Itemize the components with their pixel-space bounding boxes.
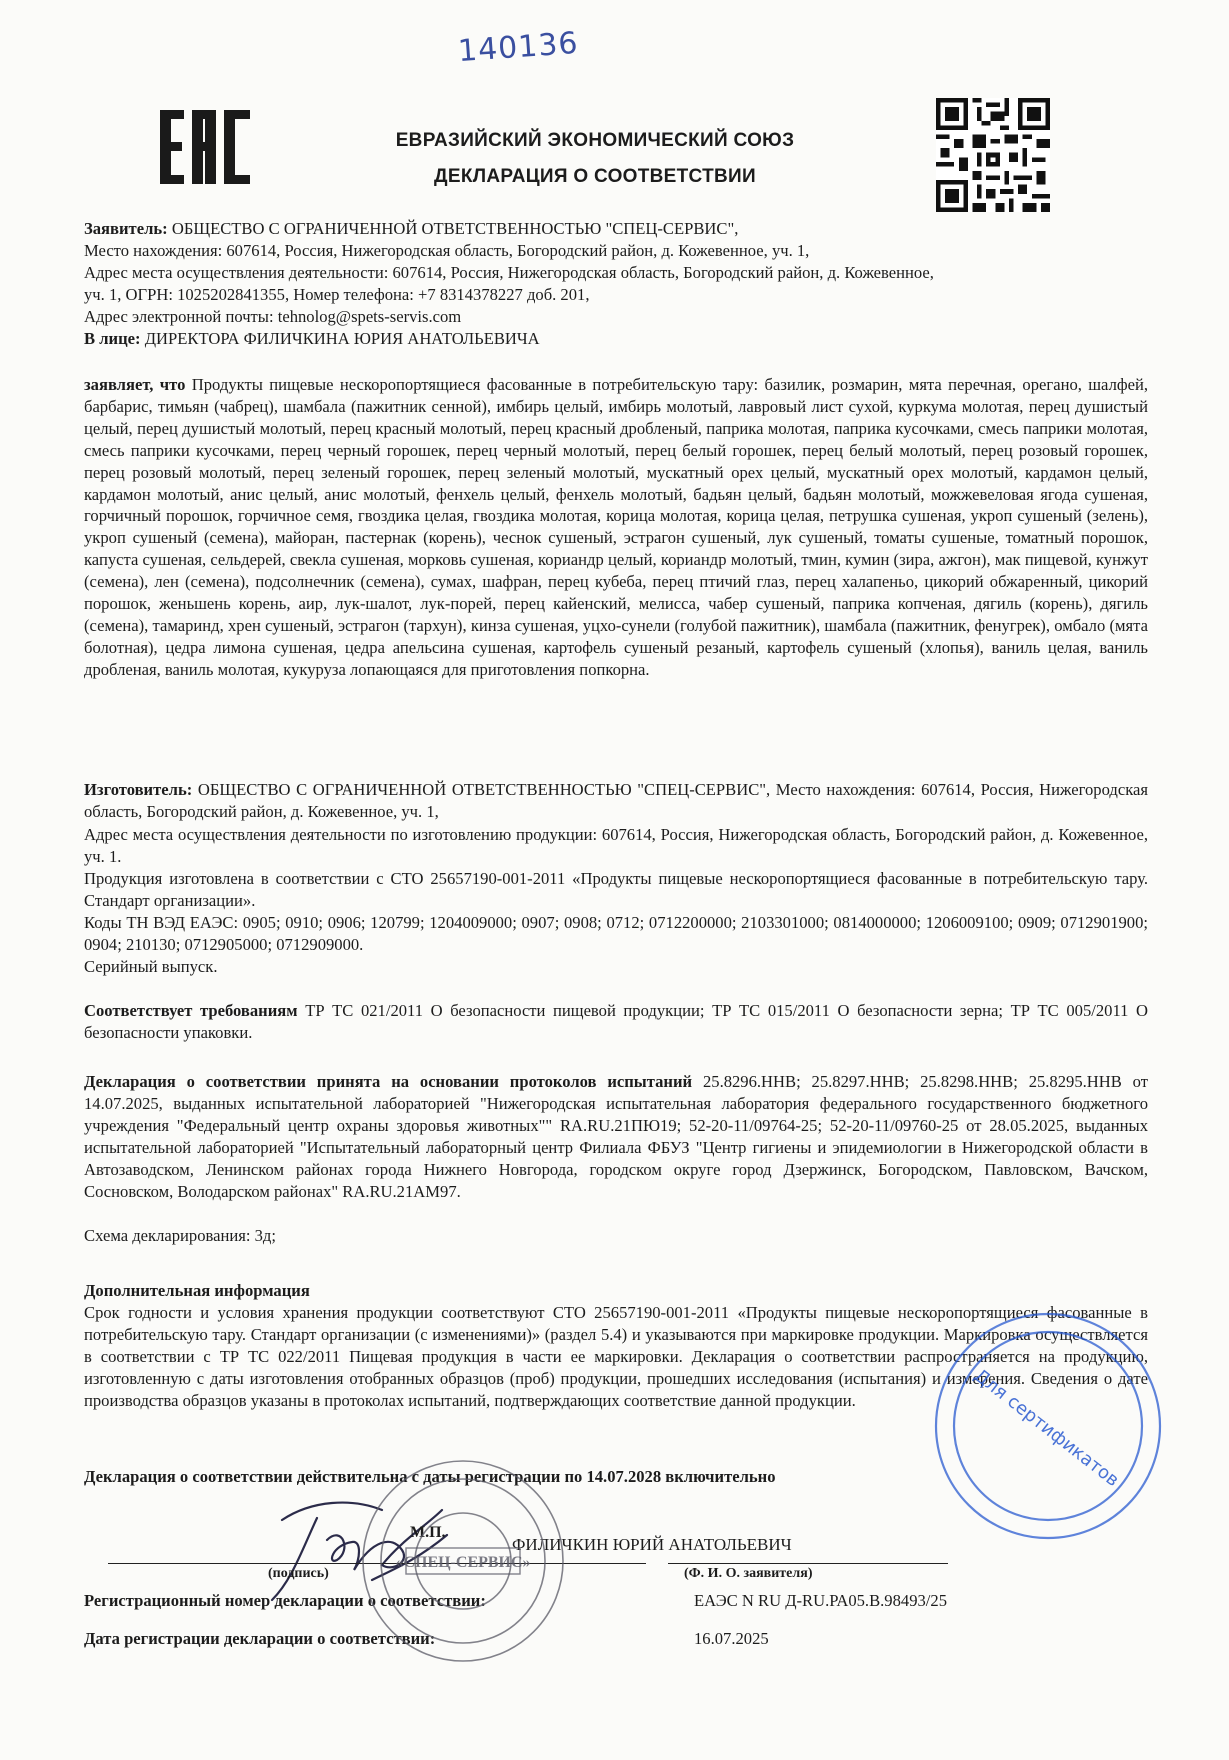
signature-caption: (подпись) [268, 1566, 329, 1581]
applicant-email: Адрес электронной почты: tehnolog@spets-servis.com [84, 306, 462, 326]
mp-label: М.П. [410, 1524, 446, 1541]
signer-name: ФИЛИЧКИН ЮРИЙ АНАТОЛЬЕВИЧ [512, 1535, 792, 1554]
additional-info-title: Дополнительная информация [84, 1281, 310, 1300]
requirements-block [84, 1000, 1148, 1044]
declares-block [84, 374, 1148, 681]
applicant-name: ОБЩЕСТВО С ОГРАНИЧЕННОЙ ОТВЕТСТВЕННОСТЬЮ "СПЕЦ-СЕРВИС", [171, 219, 739, 238]
manufacturer-text: ОБЩЕСТВО С ОГРАНИЧЕННОЙ ОТВЕТСТВЕННОСТЬЮ "СПЕЦ-СЕРВИС", Место нахождения: 607614, Россия, Нижегородская область, Богородский район, д. Кожевенное, уч. 1, [84, 780, 1149, 821]
basis-label: Декларация о соответствии принята на основании протоколов испытаний [84, 1072, 693, 1091]
union-title: ЕВРАЗИЙСКИЙ ЭКОНОМИЧЕСКИЙ СОЮЗ [395, 130, 795, 151]
validity-text: Декларация о соответствии действительна с даты регистрации по 14.07.2028 включительно [84, 1467, 776, 1486]
represented-by-label: В лице: [84, 328, 141, 348]
reg-date-value: 16.07.2025 [694, 1629, 769, 1648]
manufacturer-block [84, 779, 1148, 823]
basis-block [84, 1071, 1148, 1202]
fio-caption: (Ф. И. О. заявителя) [684, 1566, 813, 1581]
blue-stamp [928, 1306, 1168, 1546]
name-line [668, 1563, 948, 1564]
handwritten-number: 140136 [456, 25, 580, 70]
stamp-center-text: Для сертификатов [969, 1364, 1123, 1491]
reg-number-label: Регистрационный номер декларации о соответствии: [84, 1591, 486, 1610]
requirements-text: ТР ТС 021/2011 О безопасности пищевой продукции; ТР ТС 015/2011 О безопасности зерна; ТР ТС 005/2011 О безопасности упаковки. [84, 1001, 1148, 1042]
manufacturer-label: Изготовитель: [84, 780, 193, 799]
serial-release: Серийный выпуск. [84, 957, 218, 976]
manufacturer-activity: Адрес места осуществления деятельности по изготовлению продукции: 607614, Россия, Нижегородская область, Богородский район, д. Кожевенное, уч. 1. [84, 825, 1148, 866]
requirements-label: Соответствует требованиям [84, 1001, 298, 1020]
applicant-location: Место нахождения: 607614, Россия, Нижегородская область, Богородский район, д. Кожевенное, уч. 1, [84, 240, 810, 260]
applicant-ogrn-phone: уч. 1, ОГРН: 1025202841355, Номер телефона: +7 8314378227 доб. 201, [84, 284, 590, 304]
scheme: Схема декларирования: 3д; [84, 1226, 276, 1245]
applicant-block [84, 218, 1148, 349]
applicant-activity-address: Адрес места осуществления деятельности: 607614, Россия, Нижегородская область, Богородский район, д. Кожевенное, [84, 262, 934, 282]
qr-code [936, 98, 1050, 212]
represented-by-name: ДИРЕКТОРА ФИЛИЧКИНА ЮРИЯ АНАТОЛЬЕВИЧА [144, 328, 540, 348]
reg-date-label: Дата регистрации декларации о соответствии: [84, 1629, 436, 1648]
additional-info-text: Срок годности и условия хранения продукции соответствуют СТО 25657190-001-2011 «Продукты пищевые нескоропортящиеся фасованные в потребительскую тару. Стандарт организации (с изменениями)» (раздел 5.4) и указываются при маркировке продукции. Маркировка осуществляется в соответствии с ТР ТС 022/2011 Пищевая продукция в части ее маркировки. Декларация о соответствии распространяется на продукцию, изготовленную с даты изготовления отобранных образцов (проб) продукции, прошедших исследования (испытания) и измерения. Сведения о дате производства образцов указаны в протоколах испытаний, подтверждающих соответствие данной продукции. [84, 1303, 1148, 1410]
hs-codes: Коды ТН ВЭД ЕАЭС: 0905; 0910; 0906; 120799; 1204009000; 0907; 0908; 0712; 0712200000; 2103301000; 0814000000; 1206009100; 0909; 0712901900; 0904; 210130; 0712905000; 0712909000. [84, 913, 1148, 954]
document-title: ДЕКЛАРАЦИЯ О СООТВЕТСТВИИ [434, 166, 756, 187]
company-stamp [358, 1456, 568, 1666]
stamp-company-name: «СПЕЦ-СЕРВИС» [395, 1554, 531, 1571]
applicant-label: Заявитель: [84, 219, 168, 238]
declares-label: заявляет, что [84, 375, 186, 394]
products-text: Продукты пищевые нескоропортящиеся фасованные в потребительскую тару: базилик, розмарин, мята перечная, орегано, шалфей, барбарис, тимьян (чабрец), шамбала (пажитник сенной), имбирь целый, имбирь молотый, лавровый лист сухой, куркума молотая, перец душистый целый, перец душистый молотый, перец красный молотый, перец красный дробленый, паприка молотая, паприка кусочками, смесь паприки молотая, смесь паприки кусочками, перец черный горошек, перец черный молотый, перец белый горошек, перец белый молотый, перец розовый горошек, перец розовый молотый, перец зеленый горошек, перец зеленый молотый, мускатный орех целый, мускатный орех молотый, кардамон целый, кардамон молотый, анис целый, анис молотый, фенхель целый, фенхель молотый, бадьян целый, бадьян молотый, можжевеловая ягода сушеная, горчичный порошок, горчичное семя, гвоздика целая, гвоздика молотая, корица молотая, корица целая, петрушка сушеная, укроп сушеный (зелень), укроп сушеный (семена), майоран, пастернак (корень), чеснок сушеный, эстрагон сушеный, лук сушеный, томаты сушеные, томатный порошок, капуста сушеная, сельдерей, свекла сушеная, морковь сушеная, кориандр целый, кориандр молотый, тмин, кумин (зира, ажгон), мак пищевой, кунжут (семена), лен (семена), подсолнечник (семена), сумах, шафран, перец кубеба, перец птичий глаз, перец халапеньо, цикорий обжаренный, цикорий порошок, женьшень корень, аир, лук-шалот, лук-порей, перец кайенский, мелисса, чабер сушеный, паприка копченая, дягиль (корень), дягиль (семена), тамаринд, хрен сушеный, эстрагон (тархун), кинза сушеная, уцхо-сунели (голубой пажитник), шамбала (пажитник, фенугрек), омбало (мята болотная), цедра лимона сушеная, цедра апельсина сушеная, картофель сушеный резаный, картофель сушеный (хлопья), ваниль целая, ваниль дробленая, ваниль молотая, кукуруза лопающаяся для приготовления попкорна. [84, 375, 1148, 679]
reg-number-value: ЕАЭС N RU Д-RU.РА05.В.98493/25 [694, 1591, 947, 1610]
basis-text: 25.8296.ННВ; 25.8297.ННВ; 25.8298.ННВ; 25.8295.ННВ от 14.07.2025, выданных испытательной лабораторией "Нижегородская испытательная лаборатория федерального государственного бюджетного учреждения "Федеральный центр охраны здоровья животных"" RA.RU.21ПЮ19; 52-20-11/09764-25; 52-20-11/09760-25 от 28.05.2025, выданных испытательной лабораторией "Испытательный лабораторный центр Филиала ФБУЗ "Центр гигиены и эпидемиологии в Нижегородской области в Автозаводском, Ленинском районах города Нижнего Новгорода, городском округе город Дзержинск, Богородском, Павловском, Вачском, Сосновском, Володарском районах" RA.RU.21АМ97. [84, 1072, 1148, 1201]
eac-logo [160, 108, 250, 186]
standard-text: Продукция изготовлена в соответствии с СТО 25657190-001-2011 «Продукты пищевые нескоропортящиеся фасованные в потребительскую тару. Стандарт организации». [84, 869, 1148, 910]
